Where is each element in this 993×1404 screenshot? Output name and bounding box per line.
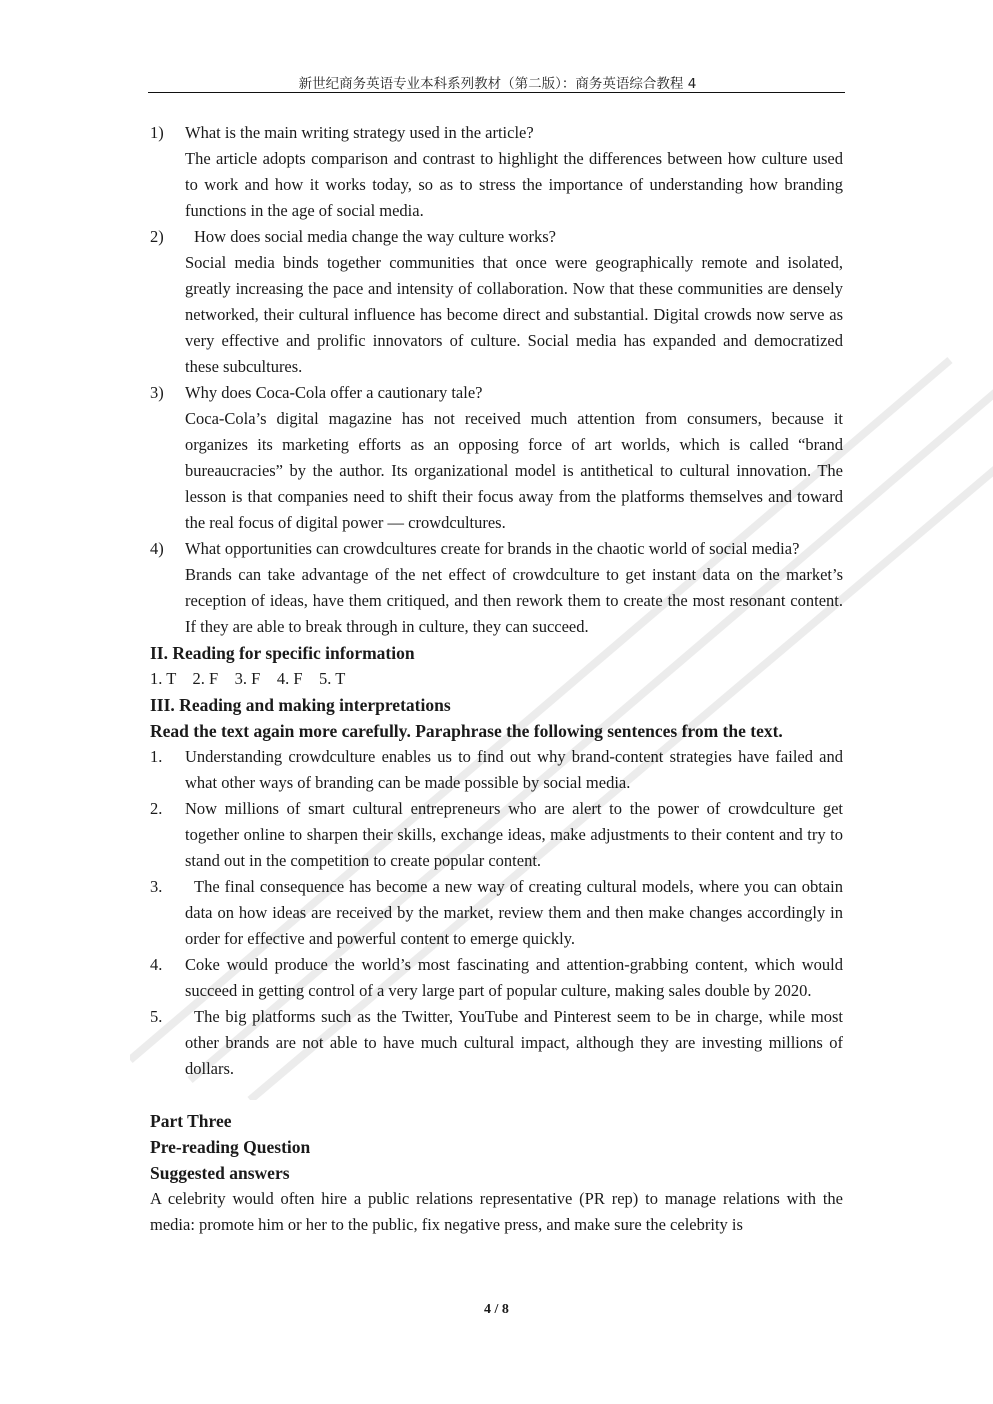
paraphrase-item	[150, 1004, 843, 1082]
question-number: 2)	[150, 227, 164, 246]
answer-key: 1. T 2. F 3. F 4. F 5. T	[150, 669, 346, 688]
item-text: The big platforms such as the Twitter, YouTube and Pinterest seem to be in charge, while most other brands are not able to have much cultural impact, although they are investing millions of dollars.	[185, 1007, 843, 1078]
answer-text: Brands can take advantage of the net effect of crowdculture to get instant data on the market’s reception of ideas, have them critiqued, and then rework them to create the most resonant content. If they are able to break through in culture, they can succeed.	[185, 565, 843, 636]
part-subtitle: Pre-reading Question	[150, 1137, 311, 1157]
item-text: Coke would produce the world’s most fascinating and attention-grabbing content, which would succeed in getting control of a very large part of popular culture, making sales double by 2020.	[185, 955, 843, 1000]
question-number: 3)	[150, 383, 164, 402]
header-divider	[148, 92, 845, 93]
item-number: 5.	[150, 1007, 163, 1026]
question-text: Why does Coca-Cola offer a cautionary tale?	[185, 383, 483, 402]
question-item	[150, 380, 843, 536]
page-content	[150, 120, 843, 1238]
spacer	[150, 1082, 843, 1108]
suggested-answers-label: Suggested answers	[150, 1163, 290, 1183]
answer-text: The article adopts comparison and contrast to highlight the differences between how culture used to work and how it works today, so as to stress the importance of understanding how branding functions in the age of social media.	[185, 149, 843, 220]
paraphrase-item	[150, 952, 843, 1004]
question-item	[150, 224, 843, 380]
item-number: 1.	[150, 747, 163, 766]
running-header: 新世纪商务英语专业本科系列教材（第二版）：商务英语综合教程 4	[298, 76, 697, 92]
answer-text: Coca-Cola’s digital magazine has not received much attention from consumers, because it organizes its marketing efforts as an opposing force of art worlds, which is called “brand bureaucracies” by the author. Its organizational model is antithetical to cultural innovation. The lesson is that companies need to shift their focus away from the platforms themselves and toward the real focus of digital power — crowdcultures.	[185, 409, 843, 532]
item-number: 4.	[150, 955, 163, 974]
item-text: The final consequence has become a new way of creating cultural models, where you can obtain data on how ideas are received by the market, review them and then make changes accordingly in order for effective and powerful content to emerge quickly.	[185, 877, 843, 948]
question-item	[150, 536, 843, 640]
paraphrase-item	[150, 874, 843, 952]
part-title: Part Three	[150, 1111, 232, 1131]
section-heading: III. Reading and making interpretations	[150, 695, 451, 715]
item-text: Now millions of smart cultural entrepreneurs who are alert to the power of crowdculture get together online to sharpen their skills, exchange ideas, make adjustments to their content and try to stand out in the competition to create popular content.	[185, 799, 843, 870]
question-item	[150, 120, 843, 224]
item-number: 3.	[150, 877, 163, 896]
question-text: What is the main writing strategy used in the article?	[185, 123, 534, 142]
section-heading: II. Reading for specific information	[150, 643, 415, 663]
question-text: What opportunities can crowdcultures create for brands in the chaotic world of social media?	[185, 539, 800, 558]
section-instruction: Read the text again more carefully. Paraphrase the following sentences from the text.	[150, 721, 783, 741]
paraphrase-item	[150, 744, 843, 796]
question-text: How does social media change the way culture works?	[194, 227, 556, 246]
paraphrase-item	[150, 796, 843, 874]
suggested-answer-text: A celebrity would often hire a public relations representative (PR rep) to manage relations with the media: promote him or her to the public, fix negative press, and make sure the celebrity is	[150, 1189, 843, 1234]
question-number: 1)	[150, 123, 164, 142]
item-number: 2.	[150, 799, 163, 818]
question-number: 4)	[150, 539, 164, 558]
item-text: Understanding crowdculture enables us to find out why brand-content strategies have failed and what other ways of branding can be made possible by social media.	[185, 747, 843, 792]
answer-text: Social media binds together communities that once were geographically remote and isolated, greatly increasing the pace and intensity of collaboration. Now that these communities are densely networked, their cultural influence has become direct and substantial. Digital crowds now serve as very effective and prolific innovators of culture. Social media has expanded and democratized these subcultures.	[185, 253, 843, 376]
page-number: 4 / 8	[484, 1302, 509, 1317]
